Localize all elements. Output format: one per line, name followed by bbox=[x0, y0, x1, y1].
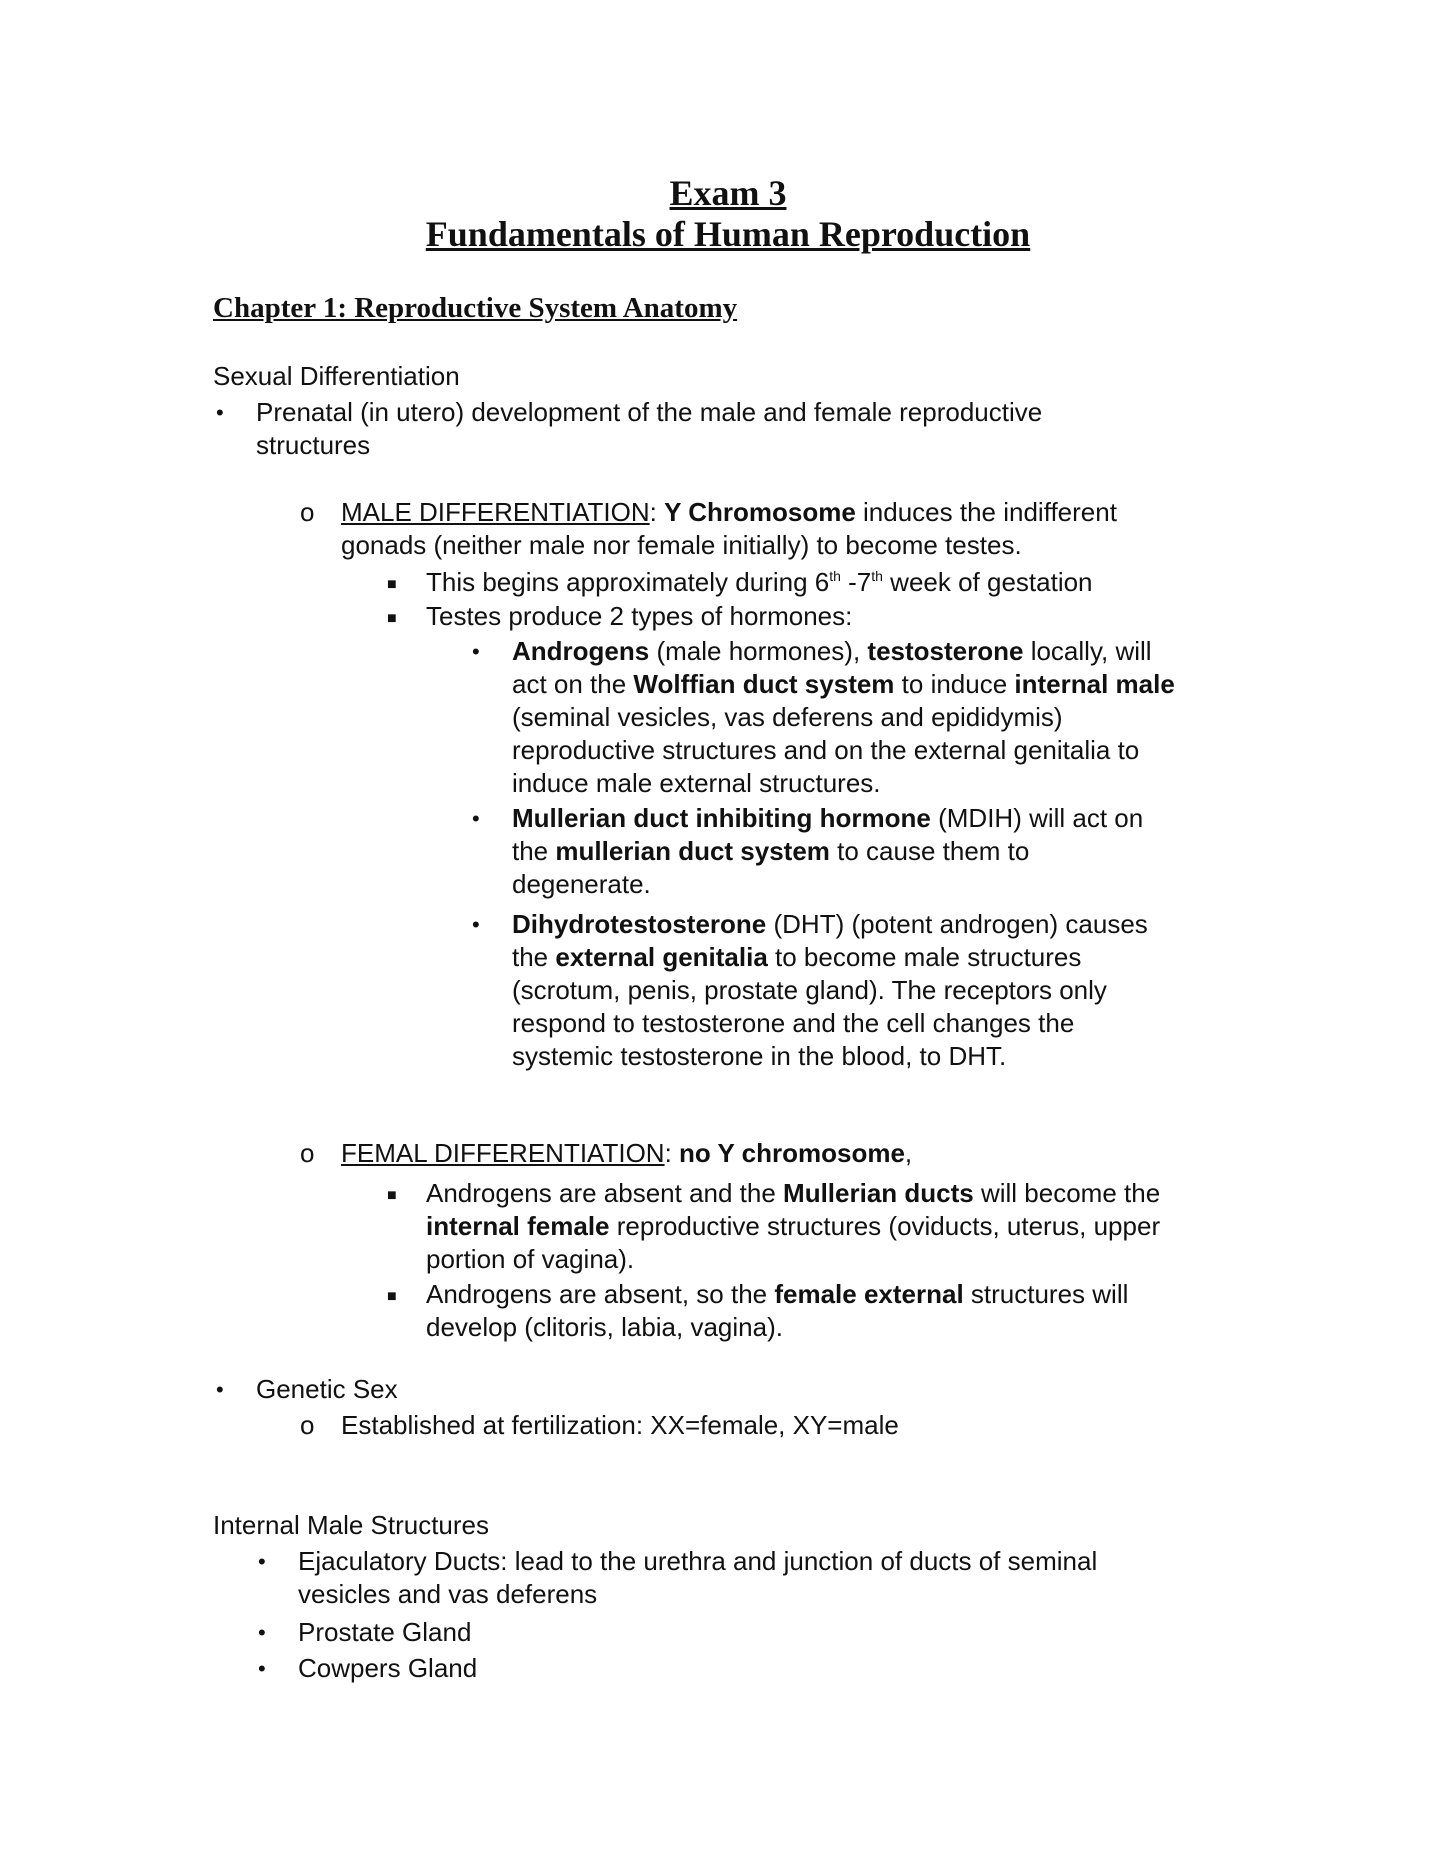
list-item-female-differentiation: FEMAL DIFFERENTIATION: no Y chromosome, bbox=[341, 1138, 913, 1168]
male-differentiation-label: MALE DIFFERENTIATION bbox=[341, 497, 650, 527]
list-item-fertilization: Established at fertilization: XX=female, XY=male bbox=[341, 1410, 899, 1440]
list-item-male-differentiation: MALE DIFFERENTIATION: Y Chromosome induces the indifferent gonads (neither male nor female initially) to become testes. bbox=[341, 497, 1117, 560]
circle-marker: o bbox=[300, 1410, 315, 1440]
square-marker: ■ bbox=[387, 610, 397, 627]
list-item-female-external: Androgens are absent, so the female external structures will develop (clitoris, labia, vagina). bbox=[426, 1279, 1129, 1342]
list-item-testes-hormones: Testes produce 2 types of hormones: bbox=[426, 601, 853, 631]
circle-marker: o bbox=[300, 1138, 315, 1168]
title-exam: Exam 3 bbox=[669, 173, 787, 213]
title-course: Fundamentals of Human Reproduction bbox=[425, 214, 1031, 254]
list-item-gestation: This begins approximately during 6th -7th week of gestation bbox=[426, 567, 1093, 597]
section-heading-internal-male-structures: Internal Male Structures bbox=[213, 1510, 490, 1540]
bullet-marker: • bbox=[258, 1549, 266, 1574]
bullet-marker: • bbox=[258, 1656, 266, 1681]
list-item-androgens: Androgens (male hormones), testosterone locally, will act on the Wolffian duct system to induce internal male (seminal vesicles, vas deferens and epididymis) reproductive structures and on the external genitalia to induce male external structures. bbox=[512, 636, 1175, 798]
female-differentiation-label: FEMAL DIFFERENTIATION bbox=[341, 1138, 665, 1168]
bullet-marker: • bbox=[216, 1377, 224, 1402]
bullet-marker: • bbox=[472, 912, 480, 937]
list-item-cowpers-gland: Cowpers Gland bbox=[298, 1653, 478, 1683]
bullet-marker: • bbox=[216, 400, 224, 425]
square-marker: ■ bbox=[387, 576, 397, 593]
circle-marker: o bbox=[300, 497, 315, 527]
section-heading-sexual-differentiation: Sexual Differentiation bbox=[213, 361, 460, 391]
list-item-prenatal: Prenatal (in utero) development of the male and female reproductive structures bbox=[256, 397, 1043, 460]
chapter-heading: Chapter 1: Reproductive System Anatomy bbox=[213, 292, 738, 324]
list-item-genetic-sex: Genetic Sex bbox=[256, 1374, 398, 1404]
bullet-marker: • bbox=[258, 1620, 266, 1645]
bullet-marker: • bbox=[472, 639, 480, 664]
list-item-ejaculatory-ducts: Ejaculatory Ducts: lead to the urethra and junction of ducts of seminal vesicles and vas deferens bbox=[298, 1546, 1098, 1609]
square-marker: ■ bbox=[387, 1187, 397, 1204]
list-item-prostate-gland: Prostate Gland bbox=[298, 1617, 472, 1647]
bullet-marker: • bbox=[472, 806, 480, 831]
square-marker: ■ bbox=[387, 1288, 397, 1305]
list-item-mullerian-ducts: Androgens are absent and the Mullerian ducts will become the internal female reproductive structures (oviducts, uterus, upper portion of vagina). bbox=[426, 1178, 1161, 1274]
list-item-dht: Dihydrotestosterone (DHT) (potent androgen) causes the external genitalia to become male structures (scrotum, penis, prostate gland). The receptors only respond to testosterone and the cell changes the systemic testosterone in the blood, to DHT. bbox=[512, 909, 1148, 1071]
list-item-mdih: Mullerian duct inhibiting hormone (MDIH) will act on the mullerian duct system to cause them to degenerate. bbox=[512, 803, 1144, 899]
